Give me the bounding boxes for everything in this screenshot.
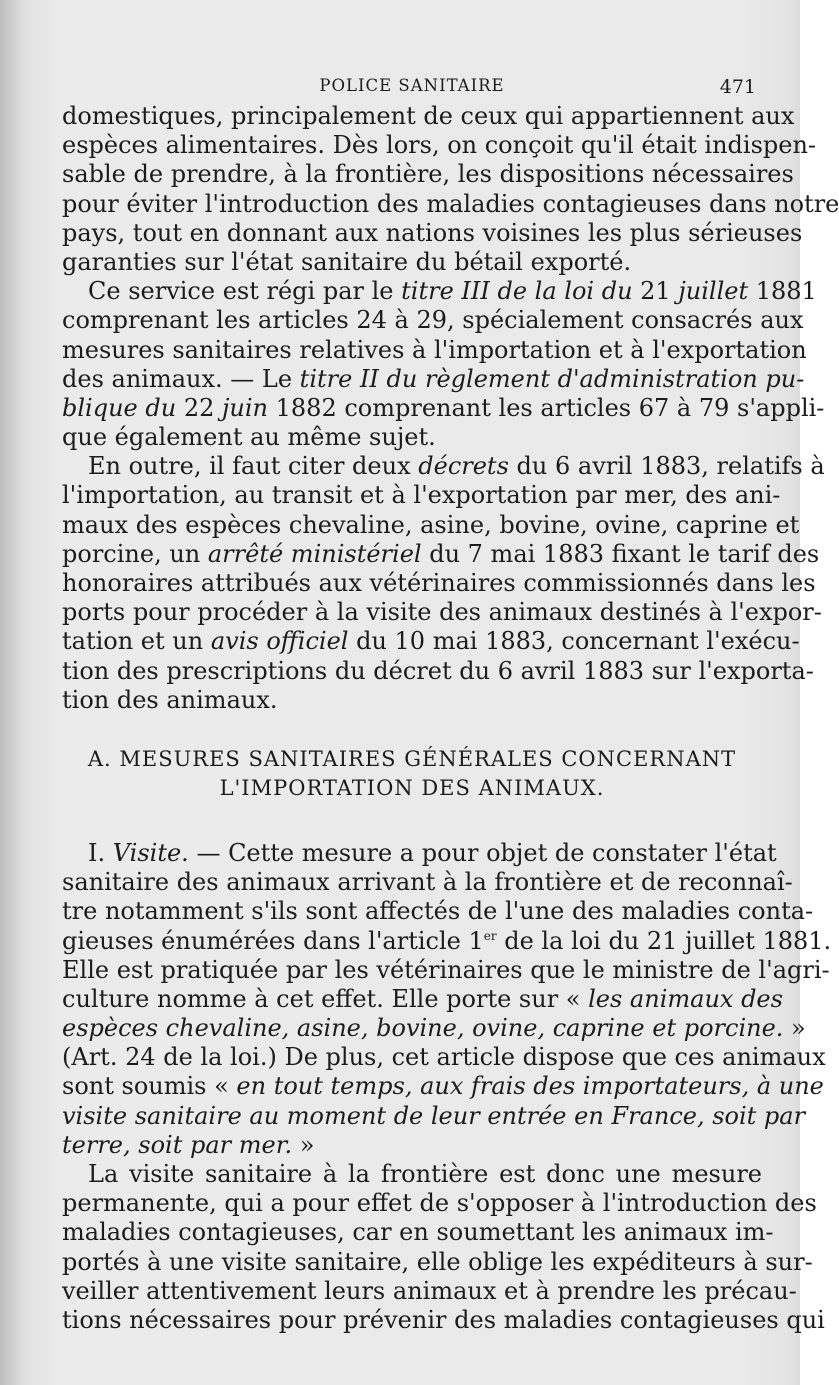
paragraph-final	[62, 1160, 825, 1335]
text-line: porcine, un arrêté ministériel du 7 mai 1883 fixant le tarif des	[62, 539, 820, 568]
text-line: portés à une visite sanitaire, elle oblige les expéditeurs à sur-	[62, 1247, 813, 1276]
text-line: maux des espèces chevaline, asine, bovine, ovine, caprine et	[62, 510, 800, 539]
text-line: tion des prescriptions du décret du 6 avril 1883 sur l'exporta-	[62, 656, 814, 685]
text-line: gieuses énumérées dans l'article 1er de la loi du 21 juillet 1881.	[62, 926, 832, 955]
text-line: blique du 22 juin 1882 comprenant les articles 67 à 79 s'appli-	[62, 393, 825, 422]
text-line: honoraires attribués aux vétérinaires commissionnés dans les	[62, 569, 816, 597]
text-line: En outre, il faut citer deux décrets du 6 avril 1883, relatifs à	[88, 452, 825, 481]
text-line: que également au même sujet.	[62, 423, 436, 452]
text-line: domestiques, principalement de ceux qui appartiennent aux	[62, 102, 795, 130]
page-number: 471	[719, 76, 756, 98]
text-line: La visite sanitaire à la frontière est donc une mesure	[88, 1160, 762, 1188]
text-line: sont soumis « en tout temps, aux frais des importateurs, à une	[62, 1072, 824, 1101]
text-line: maladies contagieuses, car en soumettant les animaux im-	[62, 1218, 774, 1247]
text-line: garanties sur l'état sanitaire du bétail exporté.	[62, 247, 632, 276]
text-line: espèces chevaline, asine, bovine, ovine, caprine et porcine. »	[62, 1014, 806, 1043]
running-title: POLICE SANITAIRE	[319, 76, 505, 95]
text-line: sanitaire des animaux arrivant à la frontière et de reconnaî-	[62, 868, 793, 897]
text-line: sable de prendre, à la frontière, les dispositions nécessaires	[62, 160, 794, 189]
text-line: terre, soit par mer. »	[62, 1130, 315, 1159]
running-head	[62, 62, 762, 102]
paragraph-visite	[62, 838, 832, 1160]
text-line: permanente, qui a pour effet de s'opposer à l'introduction des	[62, 1189, 817, 1218]
text-line: pour éviter l'introduction des maladies contagieuses dans notre	[62, 189, 839, 218]
text-line: tion des animaux.	[62, 685, 278, 714]
text-line: mesures sanitaires relatives à l'importation et à l'exportation	[62, 335, 807, 364]
text-line: I. Visite. — Cette mesure a pour objet de constater l'état	[88, 838, 777, 867]
text-line: ports pour procéder à la visite des animaux destinés à l'expor-	[62, 598, 822, 627]
text-line: l'importation, au transit et à l'exportation par mer, des ani-	[62, 481, 781, 510]
text-line: tions nécessaires pour prévenir des maladies contagieuses qui	[62, 1305, 825, 1334]
section-heading	[62, 745, 762, 803]
text-line: comprenant les articles 24 à 29, spécialement consacrés aux	[62, 306, 804, 335]
text-line: Elle est pratiquée par les vétérinaires que le ministre de l'agri-	[62, 955, 830, 984]
text-line: culture nomme à cet effet. Elle porte sur « les animaux des	[62, 984, 783, 1013]
text-line: tre notamment s'ils sont affectés de l'une des maladies conta-	[62, 897, 814, 926]
text-line: des animaux. — Le titre II du règlement d'administration pu-	[62, 364, 805, 393]
paragraph-1	[62, 102, 839, 277]
text-line: espèces alimentaires. Dès lors, on conçoit qu'il était indispen-	[62, 131, 817, 160]
paragraph-2	[62, 277, 825, 452]
text-line: visite sanitaire au moment de leur entrée en France, soit par	[62, 1101, 806, 1130]
text-line: pays, tout en donnant aux nations voisines les plus sérieuses	[62, 218, 803, 247]
section-heading-line-1: A. MESURES SANITAIRES GÉNÉRALES CONCERNANT	[87, 746, 737, 771]
text-line: (Art. 24 de la loi.) De plus, cet article dispose que ces animaux	[62, 1043, 826, 1072]
page-text	[62, 62, 839, 1335]
text-line: tation et un avis officiel du 10 mai 1883, concernant l'exécu-	[62, 627, 800, 656]
paragraph-3	[62, 452, 825, 715]
spacer	[62, 803, 762, 839]
section-heading-line-2: L'IMPORTATION DES ANIMAUX.	[219, 775, 605, 800]
text-line: veiller attentivement leurs animaux et à prendre les précau-	[62, 1276, 797, 1305]
text-line: Ce service est régi par le titre III de la loi du 21 juillet 1881	[88, 277, 817, 306]
